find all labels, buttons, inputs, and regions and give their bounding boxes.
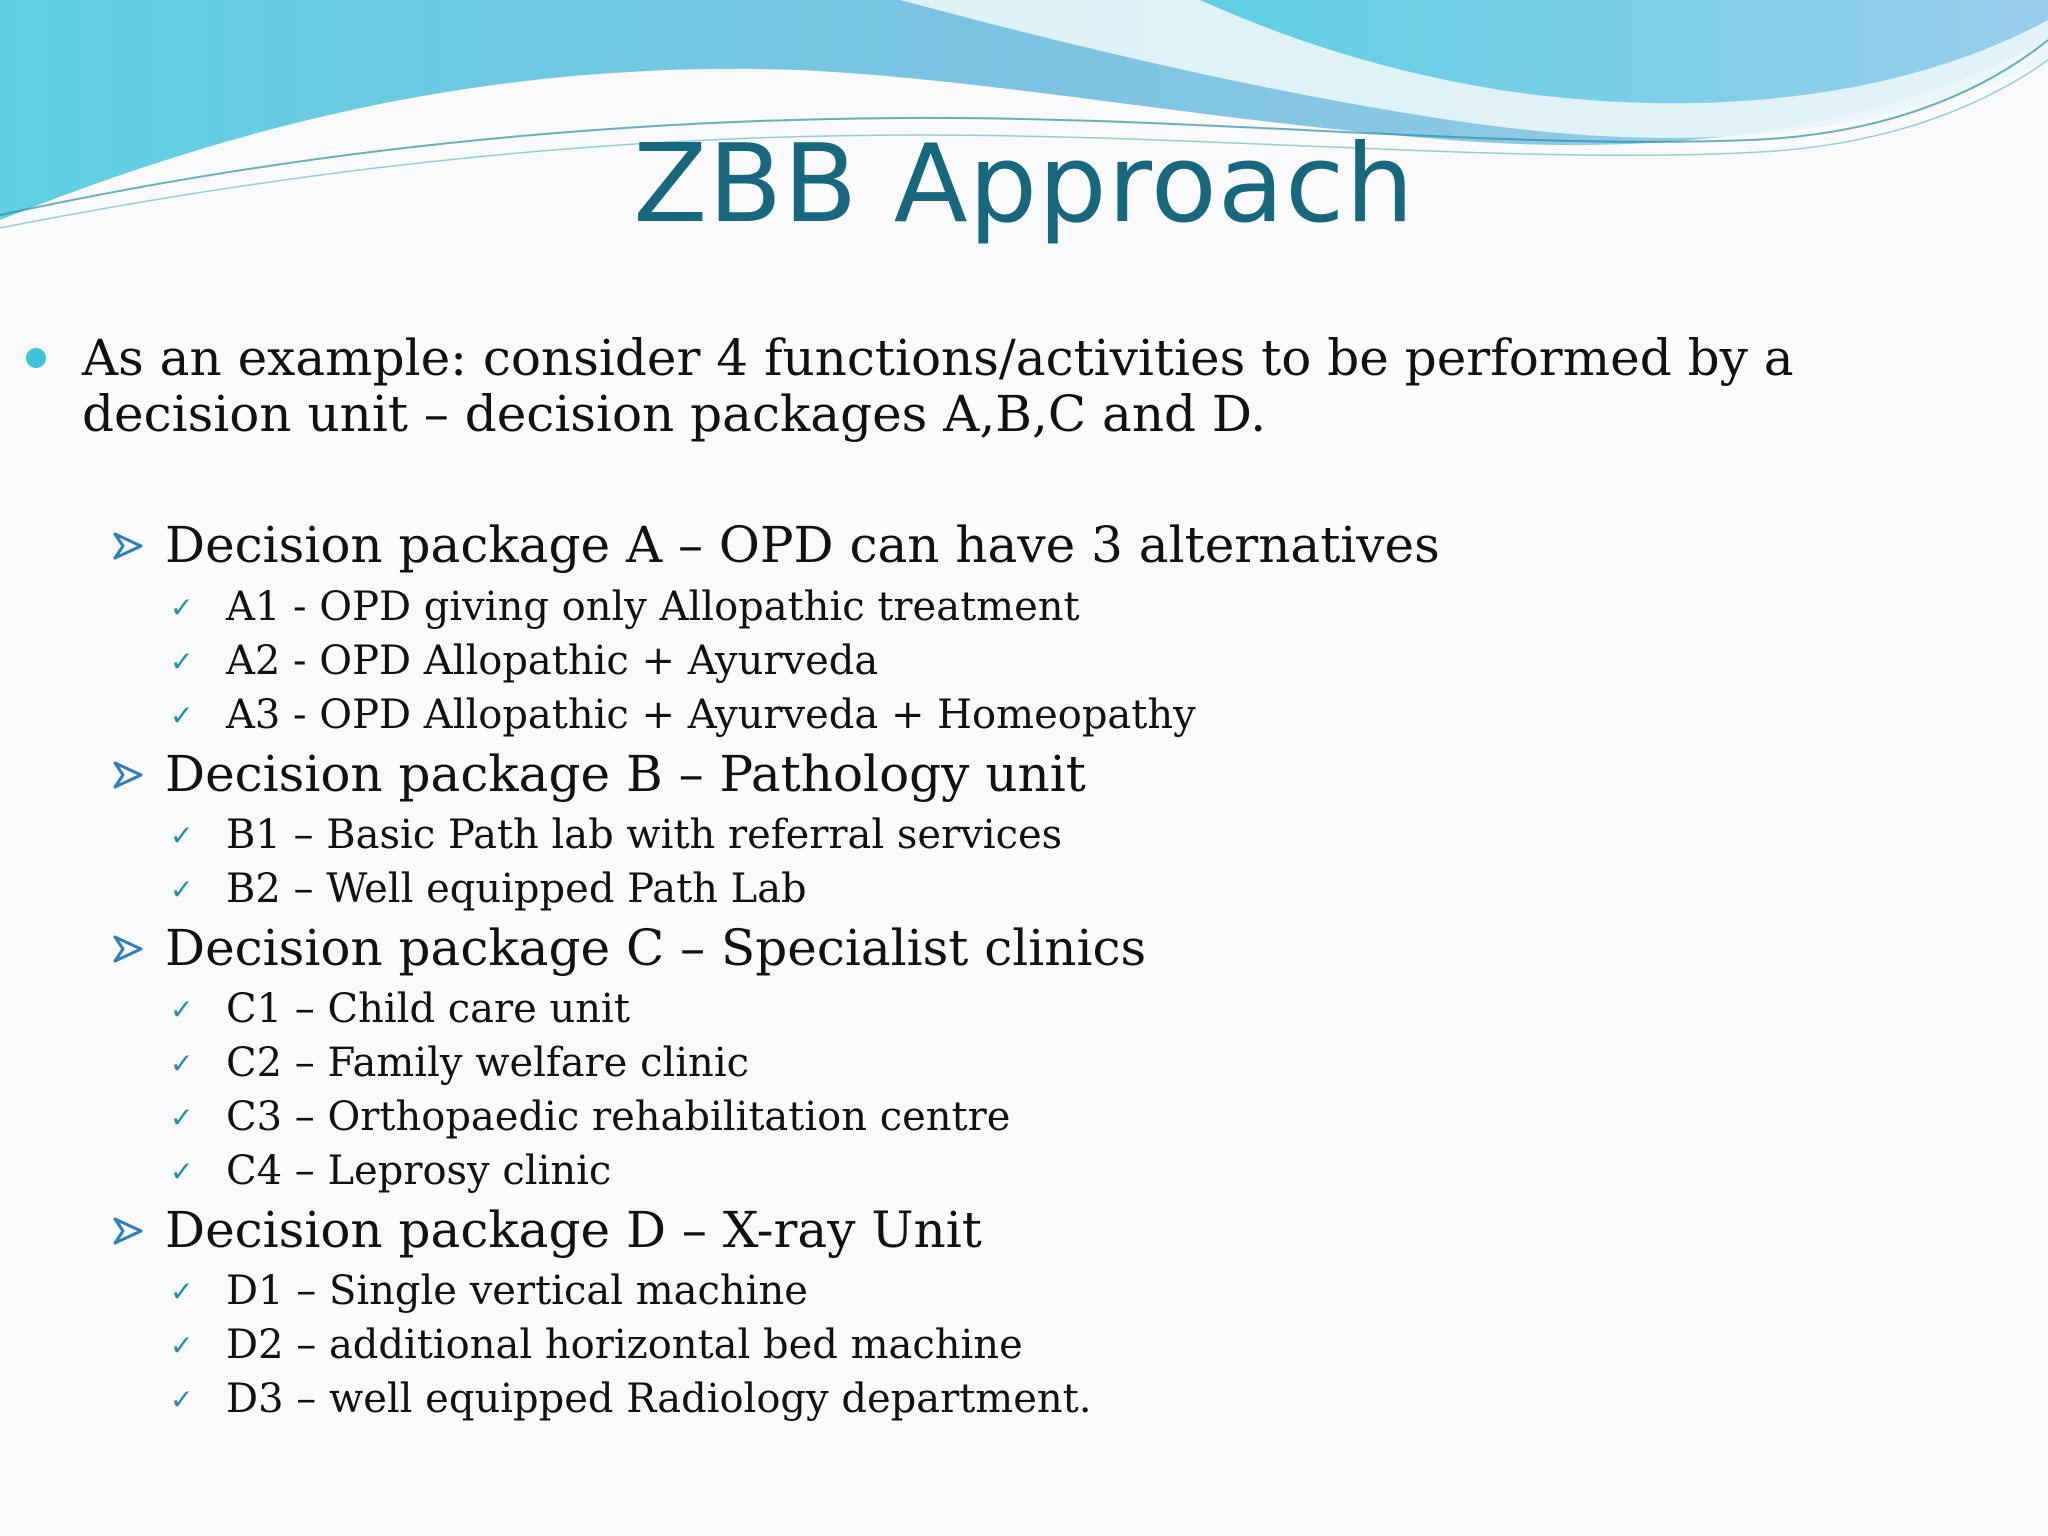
package-item bbox=[170, 582, 1770, 632]
package-item bbox=[170, 1266, 1770, 1316]
package-item-label: C2 – Family welfare clinic bbox=[226, 1040, 750, 1086]
package-item-label: C1 – Child care unit bbox=[226, 986, 630, 1032]
package-label: Decision package D – X-ray Unit bbox=[165, 1201, 982, 1259]
check-icon: ✓ bbox=[170, 1101, 194, 1134]
package-item-label: C3 – Orthopaedic rehabilitation centre bbox=[226, 1094, 1011, 1140]
check-icon: ✓ bbox=[170, 591, 194, 624]
package-label: Decision package B – Pathology unit bbox=[165, 745, 1086, 803]
package-item-label: B2 – Well equipped Path Lab bbox=[226, 866, 807, 912]
check-icon: ✓ bbox=[170, 1275, 194, 1308]
package-item bbox=[170, 1092, 1770, 1142]
check-icon: ✓ bbox=[170, 1383, 194, 1416]
package-item-label: A3 - OPD Allopathic + Ayurveda + Homeopathy bbox=[226, 692, 1196, 738]
package-b bbox=[111, 744, 1911, 804]
check-icon: ✓ bbox=[170, 1047, 194, 1080]
package-c bbox=[111, 918, 1911, 978]
package-item-label: B1 – Basic Path lab with referral services bbox=[226, 812, 1063, 858]
package-item bbox=[170, 1320, 1770, 1370]
package-item-label: D3 – well equipped Radiology department. bbox=[226, 1376, 1092, 1422]
package-item-label: D2 – additional horizontal bed machine bbox=[226, 1322, 1023, 1368]
package-label: Decision package C – Specialist clinics bbox=[165, 919, 1147, 977]
check-icon: ✓ bbox=[170, 1155, 194, 1188]
arrow-bullet-icon bbox=[111, 1214, 145, 1248]
package-item bbox=[170, 636, 1770, 686]
check-icon: ✓ bbox=[170, 873, 194, 906]
check-icon: ✓ bbox=[170, 699, 194, 732]
arrow-bullet-icon bbox=[111, 932, 145, 966]
package-item-label: C4 – Leprosy clinic bbox=[226, 1148, 612, 1194]
slide-title: ZBB Approach bbox=[633, 122, 1415, 247]
package-item bbox=[170, 690, 1770, 740]
arrow-bullet-icon bbox=[111, 758, 145, 792]
package-item bbox=[170, 1038, 1770, 1088]
package-item bbox=[170, 984, 1770, 1034]
check-icon: ✓ bbox=[170, 645, 194, 678]
package-item bbox=[170, 864, 1770, 914]
round-bullet-icon bbox=[26, 348, 46, 368]
intro-text: As an example: consider 4 functions/activities to be performed by a decision unit – decision packages A,B,C and D. bbox=[82, 329, 1794, 443]
package-label: Decision package A – OPD can have 3 alternatives bbox=[165, 516, 1440, 574]
package-a bbox=[111, 515, 1911, 575]
package-item bbox=[170, 1374, 1770, 1424]
check-icon: ✓ bbox=[170, 993, 194, 1026]
package-item-label: A1 - OPD giving only Allopathic treatment bbox=[226, 584, 1080, 630]
check-icon: ✓ bbox=[170, 1329, 194, 1362]
arrow-bullet-icon bbox=[111, 529, 145, 563]
package-item-label: A2 - OPD Allopathic + Ayurveda bbox=[226, 638, 879, 684]
package-item bbox=[170, 810, 1770, 860]
package-item-label: D1 – Single vertical machine bbox=[226, 1268, 808, 1314]
check-icon: ✓ bbox=[170, 819, 194, 852]
package-d bbox=[111, 1200, 1911, 1260]
package-item bbox=[170, 1146, 1770, 1196]
